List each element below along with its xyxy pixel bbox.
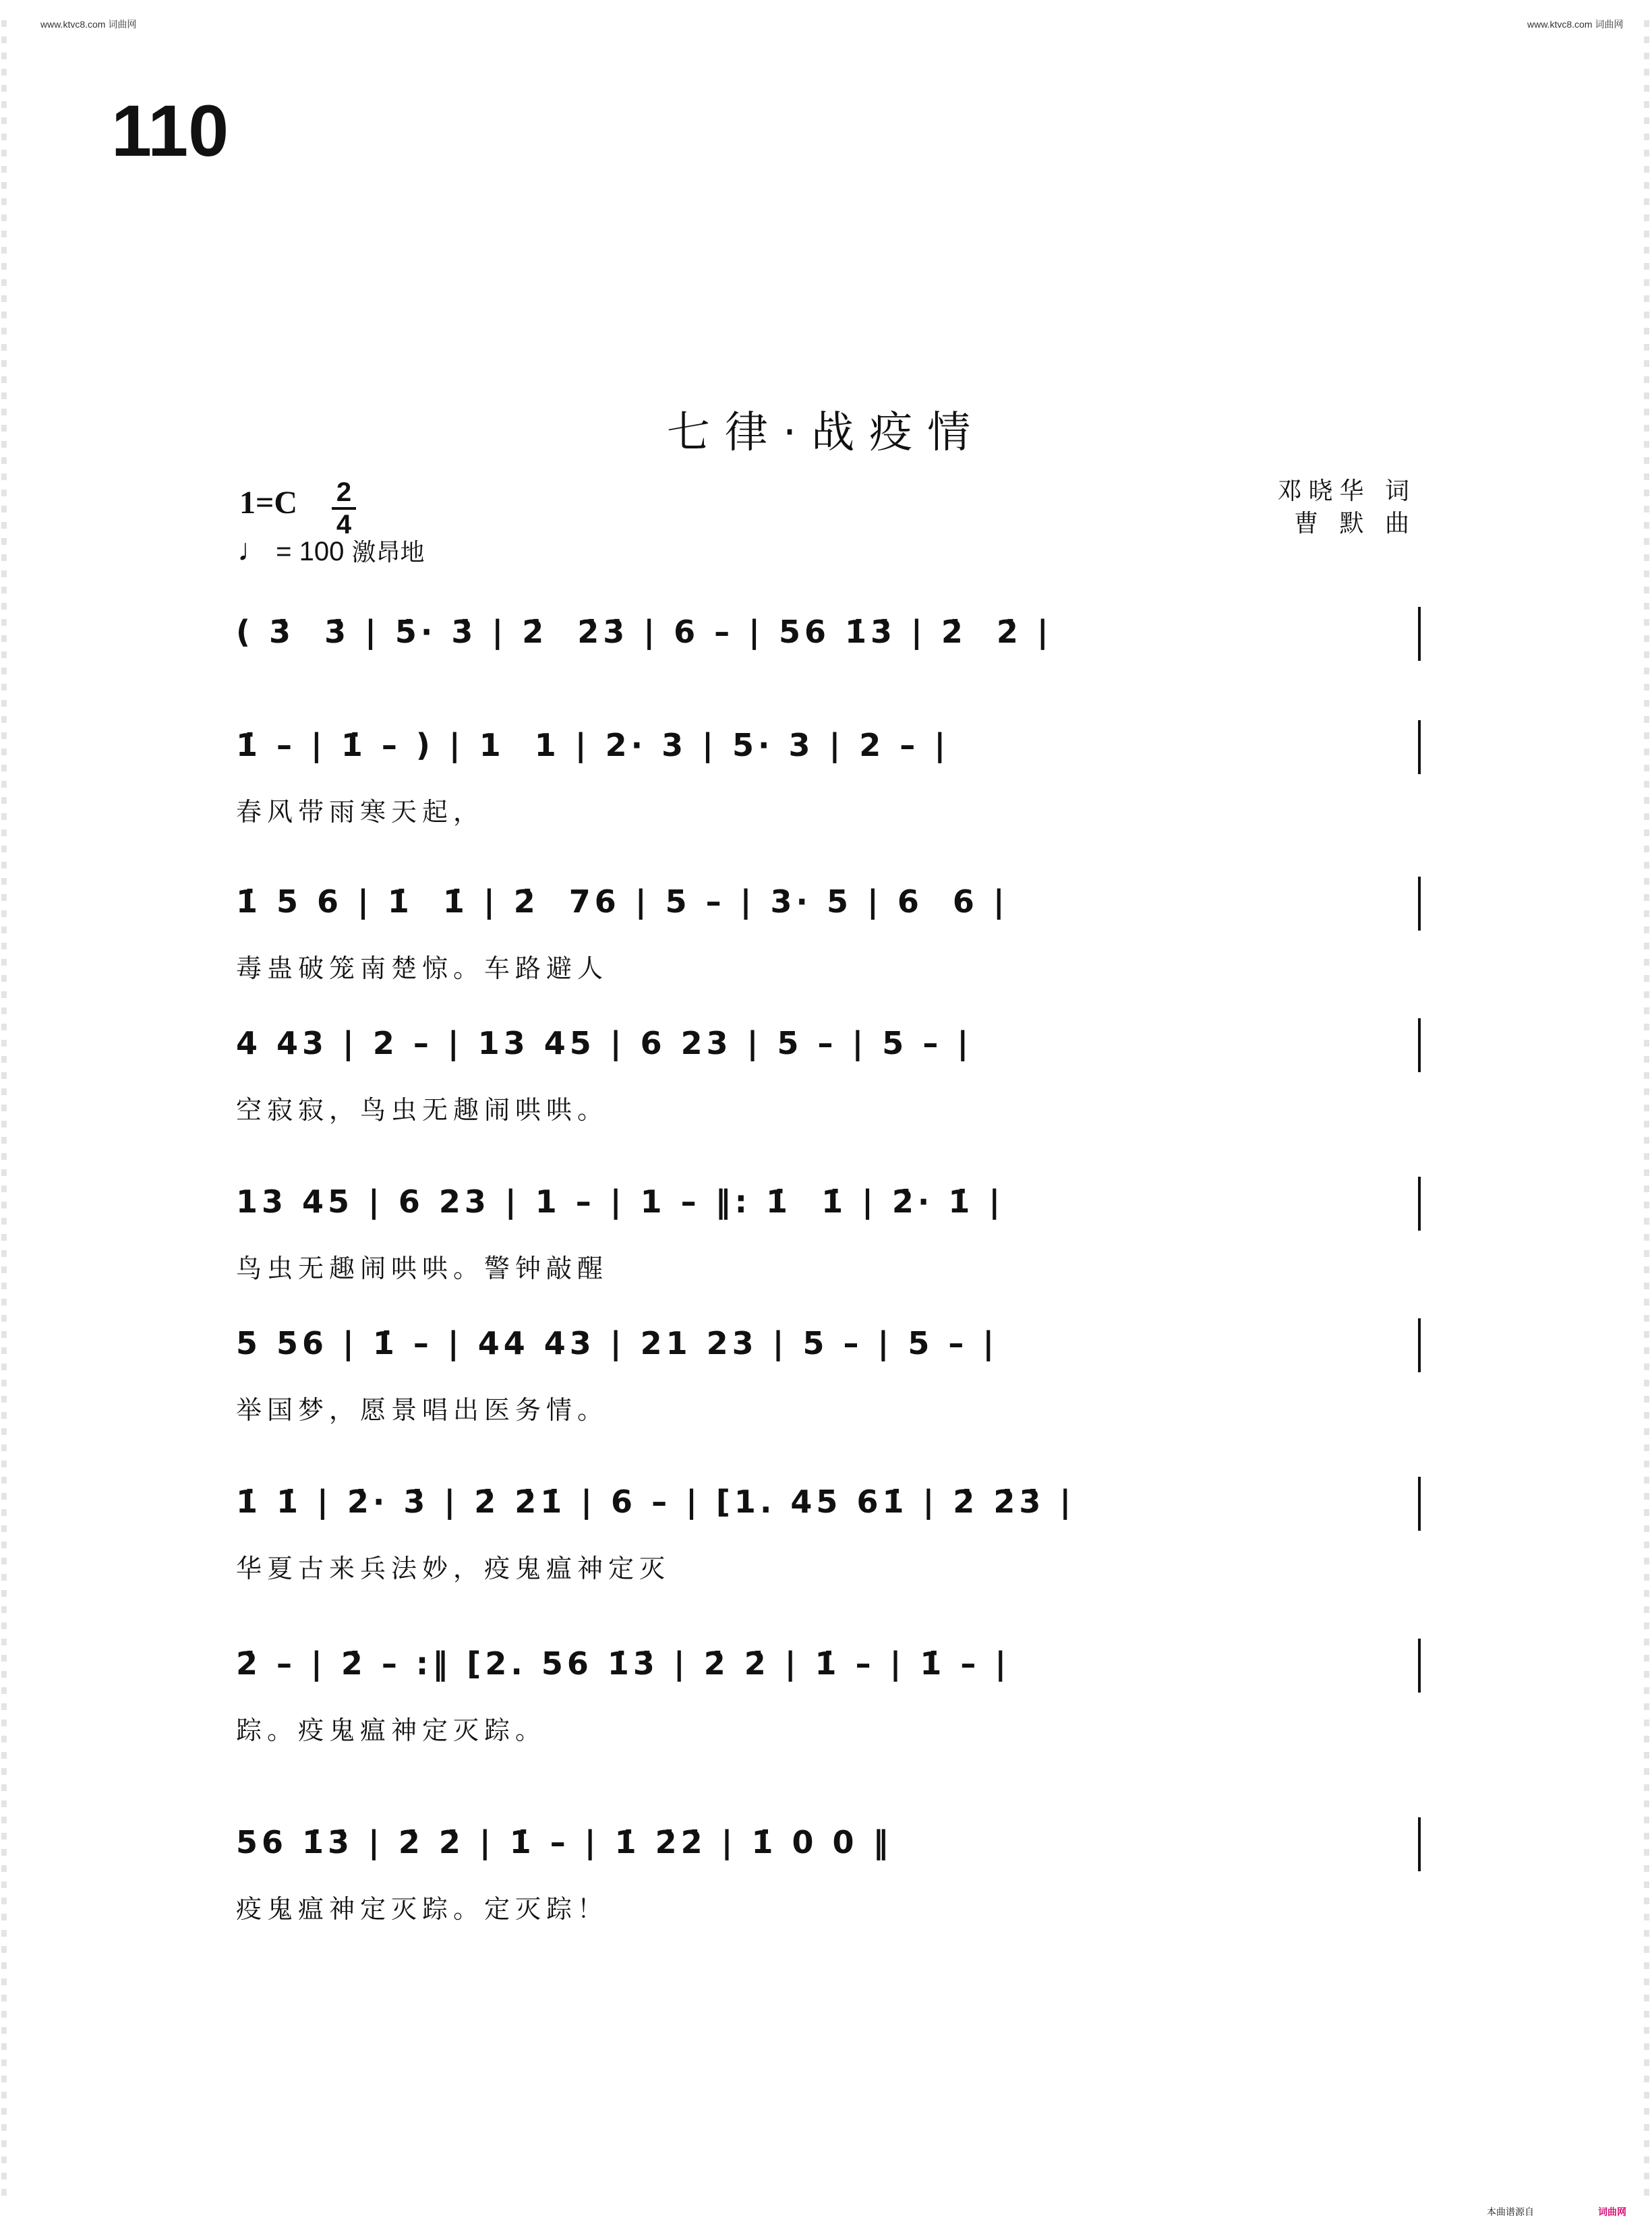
lyrics-line: 踪。疫鬼瘟神定灭踪。 — [236, 1715, 547, 1745]
notation-measures: 13 45 | 6 23 | 1 – | 1 – ‖: 1̇ 1̇ | 2̇· 1̇ | — [236, 1183, 1005, 1220]
barline-group — [236, 1170, 1423, 1251]
notation-measures: ( 3̇ 3̇ | 5̇· 3̇ | 2̇ 2̇3̇ | 6 – | 56 1̇3̇ | 2̇ 2̇ | — [236, 614, 1053, 650]
barline-group — [236, 1011, 1423, 1092]
quarter-note-icon: ♩ — [237, 532, 268, 567]
score-line — [236, 1011, 1423, 1167]
notation-measures: 1̇ 5 6 | 1̇ 1̇ | 2̇ 76 | 5 – | 3· 5 | 6 6 | — [236, 883, 1009, 920]
barline-group — [236, 713, 1423, 794]
score-line — [236, 713, 1423, 869]
time-signature — [332, 479, 356, 538]
composer-credit: 曹 默 曲 — [1294, 510, 1416, 537]
key-signature: 1=C — [239, 485, 298, 521]
tempo-marking — [237, 531, 424, 568]
lyrics-line: 空寂寂，鸟虫无趣闹哄哄。 — [236, 1095, 609, 1125]
barline-group — [236, 1632, 1423, 1713]
tempo-expression: 激昂地 — [351, 538, 425, 566]
barline-group — [236, 600, 1423, 681]
lyricist-credit: 邓晓华 词 — [1277, 477, 1416, 505]
left-edge-watermark — [1, 20, 7, 2205]
lyrics-line: 毒蛊破笼南楚惊。车路避人 — [236, 953, 609, 983]
site-watermark-right: www.ktvc8.com 词曲网 — [1527, 19, 1624, 30]
notation-measures: 2̇ – | 2̇ – :‖ [2. 56 1̇3̇ | 2̇ 2̇ | 1̇ – | 1̇ – | — [236, 1645, 1011, 1682]
barline-group — [236, 1312, 1423, 1392]
time-signature-top: 2 — [336, 477, 352, 507]
notation-measures: 1̇ 1̇ | 2̇· 3̇ | 2̇ 2̇1̇ | 6 – | [1. 45 61̇ | 2̇ 2̇3̇ | — [236, 1484, 1075, 1520]
notation-measures: 1̇ – | 1̇ – ) | 1 1 | 2· 3 | 5· 3 | 2 – | — [236, 727, 950, 763]
barline-group — [236, 1470, 1423, 1551]
page-number: 110 — [111, 90, 229, 171]
time-signature-bottom: 4 — [336, 510, 352, 539]
score-line — [236, 1170, 1423, 1325]
lyrics-line: 春风带雨寒天起， — [236, 797, 485, 827]
tempo-value: = 100 — [276, 537, 345, 566]
lyrics-line: 鸟虫无趣闹哄哄。警钟敲醒 — [236, 1254, 609, 1283]
right-edge-watermark — [1644, 20, 1649, 2205]
lyrics-line: 疫鬼瘟神定灭踪。定灭踪！ — [236, 1894, 609, 1924]
score-line — [236, 870, 1423, 1025]
footer-site: 词曲网 — [1598, 2207, 1626, 2218]
lyrics-line: 华夏古来兵法妙，疫鬼瘟神定灭 — [236, 1554, 671, 1583]
lyrics-line: 举国梦，愿景唱出医务情。 — [236, 1395, 609, 1425]
barline-group — [236, 1811, 1423, 1891]
footer-source: 本曲谱源自 — [1487, 2207, 1534, 2218]
song-title: 七律·战疫情 — [666, 408, 986, 458]
notation-measures: 56 1̇3̇ | 2̇ 2̇ | 1̇ – | 1̇ 2̇2̇ | 1̇ 0 0 ‖ — [236, 1824, 893, 1860]
score-line — [236, 1811, 1423, 1966]
score-line — [236, 1470, 1423, 1625]
site-watermark-left: www.ktvc8.com 词曲网 — [40, 19, 137, 30]
barline-group — [236, 870, 1423, 951]
notation-measures: 4 43 | 2 – | 13 45 | 6 23 | 5 – | 5 – | — [236, 1025, 973, 1061]
notation-measures: 5 56 | 1̇ – | 44 43 | 21 23 | 5 – | 5 – | — [236, 1325, 999, 1361]
score-line — [236, 1312, 1423, 1467]
score-line — [236, 1632, 1423, 1787]
